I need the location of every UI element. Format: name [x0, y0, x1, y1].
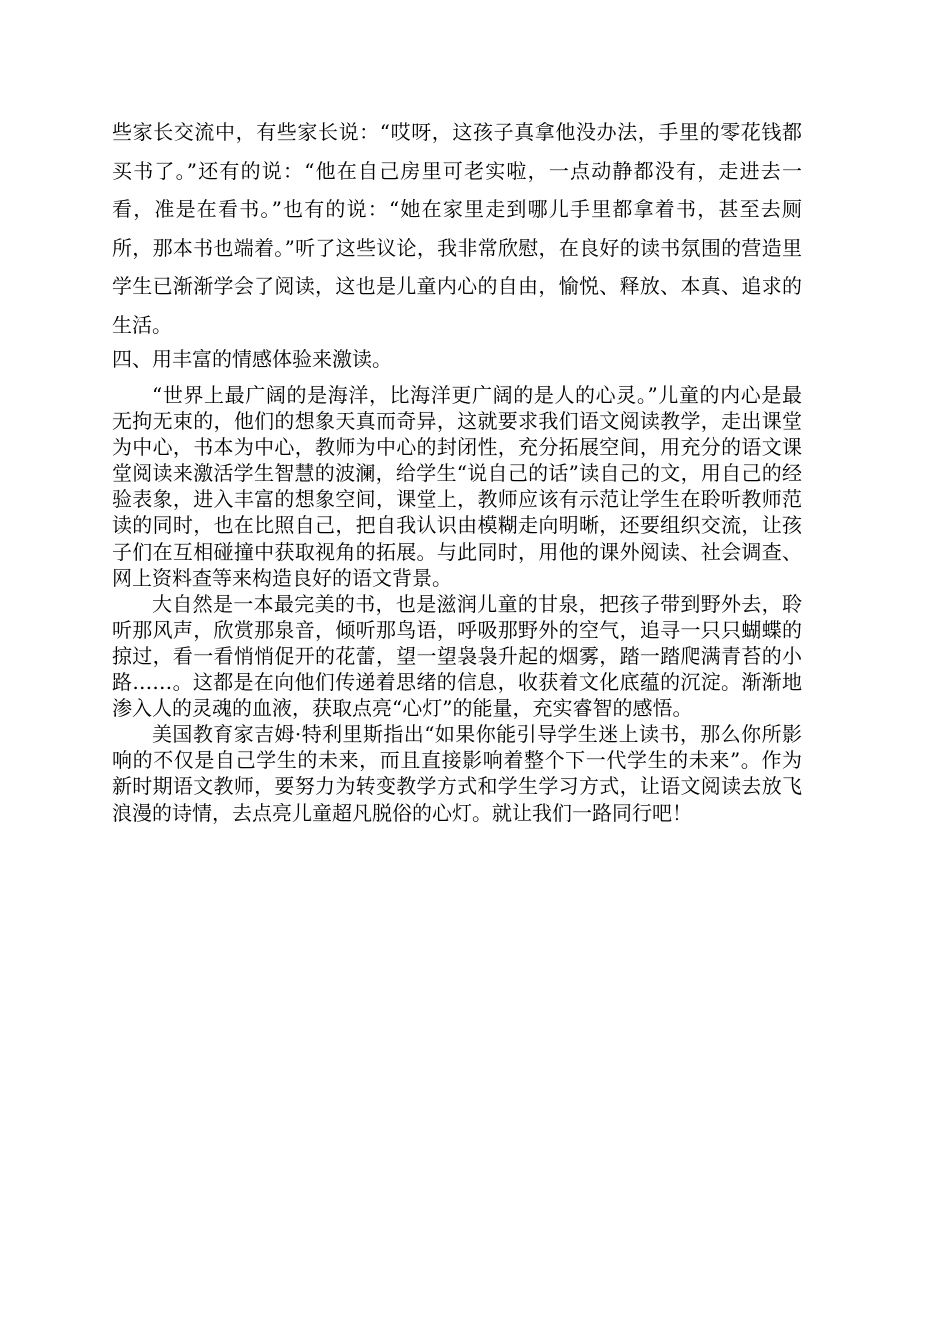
section-body — [112, 382, 802, 826]
continued-paragraph: 些家长交流中，有些家长说：“哎呀，这孩子真拿他没办法，手里的零花钱都买书了。”还有的说：“他在自己房里可老实啦，一点动静都没有，走进去一看，准是在看书。”也有的说：“她在家里走到哪儿手里都拿着书，甚至去厕所，那本书也端着。”听了这些议论，我非常欣慰，在良好的读书氛围的营造里学生已渐渐学会了阅读，这也是儿童内心的自由，愉悦、释放、本真、追求的生活。 — [112, 120, 802, 337]
paragraph-2: 大自然是一本最完美的书，也是滋润儿童的甘泉，把孩子带到野外去，聆听那风声，欣赏那泉音，倾听那鸟语，呼吸那野外的空气，追寻一只只蝴蝶的掠过，看一看悄悄促开的花蕾，望一望袅袅升起的烟雾，踏一踏爬满青苔的小路……。这都是在向他们传递着思绪的信息，收获着文化底蕴的沉淀。渐渐地渗入人的灵魂的血液，获取点亮“心灯”的能量，充实睿智的感悟。 — [112, 591, 802, 721]
continued-paragraph-block — [112, 113, 802, 344]
section-heading: 四、用丰富的情感体验来激读。 — [112, 347, 392, 371]
paragraph-1: “世界上最广阔的是海洋，比海洋更广阔的是人的心灵。”儿童的内心是最无拘无束的，他们的想象天真而奇异，这就要求我们语文阅读教学，走出课堂为中心，书本为中心，教师为中心的封闭性，充分拓展空间，用充分的语文课堂阅读来激活学生智慧的波澜，给学生“说自己的话”读自己的文，用自己的经验表象，进入丰富的想象空间，课堂上，教师应该有示范让学生在聆听教师范读的同时，也在比照自己，把自我认识由模糊走向明晰，还要组织交流，让孩子们在互相碰撞中获取视角的拓展。与此同时，用他的课外阅读、社会调查、网上资料查等来构造良好的语文背景。 — [112, 383, 802, 590]
paragraph-3: 美国教育家吉姆·特利里斯指出“如果你能引导学生迷上读书，那么你所影响的不仅是自己学生的未来，而且直接影响着整个下一代学生的未来”。作为新时期语文教师，要努力为转变教学方式和学生学习方式，让语文阅读去放飞浪漫的诗情，去点亮儿童超凡脱俗的心灯。就让我们一路同行吧！ — [112, 722, 802, 825]
